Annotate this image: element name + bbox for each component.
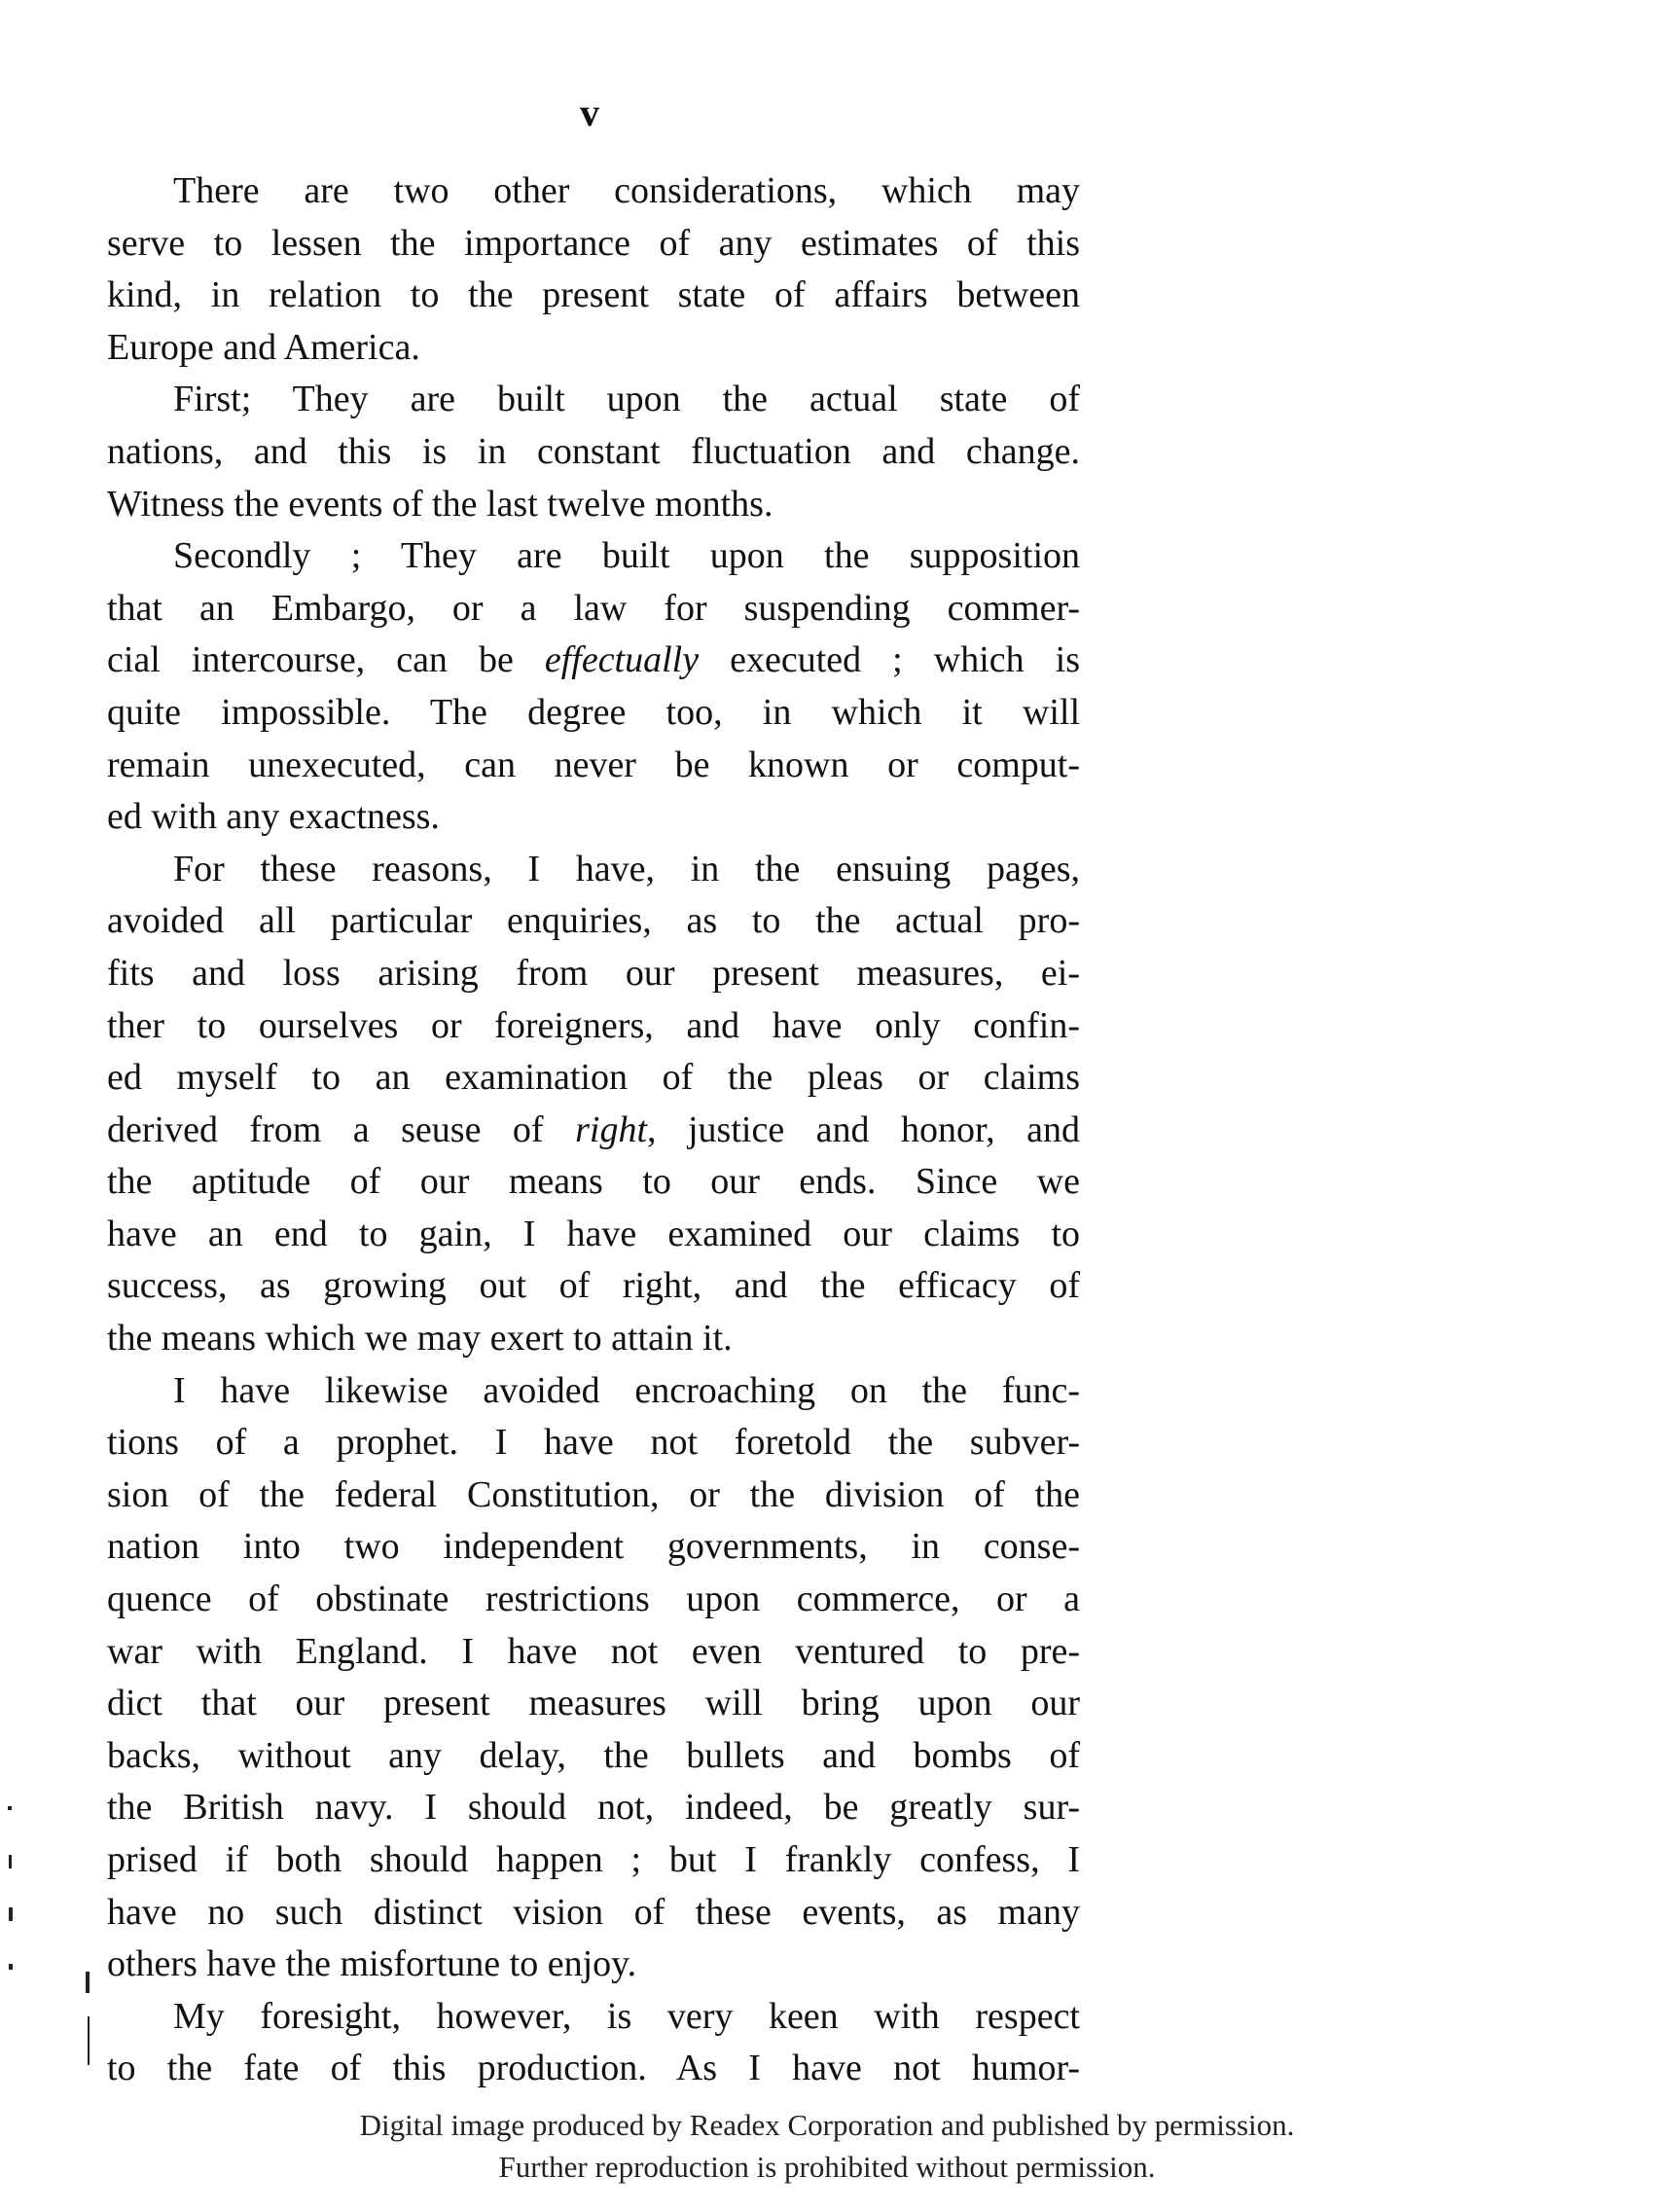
- text-line: kind, in relation to the present state of affairs between: [107, 274, 1080, 316]
- text-line: For these reasons, I have, in the ensuing pages,: [173, 848, 1080, 889]
- text-line: sion of the federal Constitution, or the division of the: [107, 1473, 1080, 1515]
- footer-line-2: Further reproduction is prohibited without permission.: [498, 2150, 1156, 2184]
- text-line: ed myself to an examination of the pleas or claims: [107, 1057, 1080, 1099]
- text-line: There are two other considerations, which may: [173, 170, 1080, 211]
- text-line: quite impossible. The degree too, in which it will: [107, 691, 1080, 733]
- margin-mark: [8, 1806, 12, 1810]
- footer: [0, 2104, 1654, 2188]
- margin-mark: [9, 1907, 13, 1921]
- text-line: the aptitude of our means to our ends. Since we: [107, 1161, 1080, 1203]
- text-line: others have the misfortune to enjoy.: [107, 1943, 637, 1985]
- text-line: Europe and America.: [107, 326, 420, 368]
- margin-marks: [0, 1791, 107, 2102]
- text-line: Secondly ; They are built upon the supposition: [173, 535, 1080, 577]
- text-line: ed with any exactness.: [107, 796, 440, 838]
- text-line: the British navy. I should not, indeed, be greatly sur-: [107, 1787, 1080, 1829]
- text-line: to the fate of this production. As I have not humor-: [107, 2048, 1080, 2089]
- text-line: dict that our present measures will bring upon our: [107, 1683, 1080, 1724]
- text-line: tions of a prophet. I have not foretold the subver-: [107, 1422, 1080, 1464]
- text-line: war with England. I have not even ventured to pre-: [107, 1630, 1080, 1672]
- footer-line-1: Digital image produced by Readex Corporation and published by permission.: [359, 2108, 1295, 2142]
- text-line: avoided all particular enquiries, as to the actual pro-: [107, 900, 1080, 942]
- margin-mark: [86, 1972, 90, 1993]
- text-line: My foresight, however, is very keen with respect: [173, 1995, 1080, 2037]
- text-line: derived from a seuse of right, justice and honor, and: [107, 1108, 1081, 1150]
- text-line: I have likewise avoided encroaching on the func-: [173, 1369, 1080, 1411]
- text-line: First; They are built upon the actual state of: [173, 379, 1080, 420]
- margin-mark: [9, 1855, 12, 1868]
- text-line: Witness the events of the last twelve months.: [107, 483, 773, 525]
- text-line: fits and loss arising from our present measures, ei-: [107, 952, 1080, 994]
- text-line: ther to ourselves or foreigners, and have only confin-: [107, 1004, 1080, 1046]
- page-number: v: [580, 91, 599, 134]
- margin-mark: [88, 2016, 90, 2065]
- text-line: prised if both should happen ; but I frankly confess, I: [107, 1839, 1080, 1880]
- text-line: backs, without any delay, the bullets and bombs of: [107, 1734, 1080, 1776]
- text-line: remain unexecuted, can never be known or comput-: [107, 743, 1080, 785]
- text-line: serve to lessen the importance of any estimates of this: [107, 222, 1080, 264]
- text-line: cial intercourse, can be effectually executed ; which is: [107, 639, 1080, 681]
- text-line: success, as growing out of right, and the efficacy of: [107, 1265, 1080, 1307]
- text-line: have an end to gain, I have examined our claims to: [107, 1213, 1080, 1254]
- text-line: nation into two independent governments, in conse-: [107, 1526, 1080, 1568]
- margin-mark: [9, 1964, 13, 1970]
- body-text: [107, 165, 1080, 2095]
- text-line: the means which we may exert to attain it.: [107, 1318, 733, 1360]
- text-line: nations, and this is in constant fluctuation and change.: [107, 430, 1080, 472]
- text-line: quence of obstinate restrictions upon commerce, or a: [107, 1578, 1080, 1620]
- text-line: have no such distinct vision of these events, as many: [107, 1891, 1080, 1933]
- text-line: that an Embargo, or a law for suspending commer-: [107, 587, 1080, 629]
